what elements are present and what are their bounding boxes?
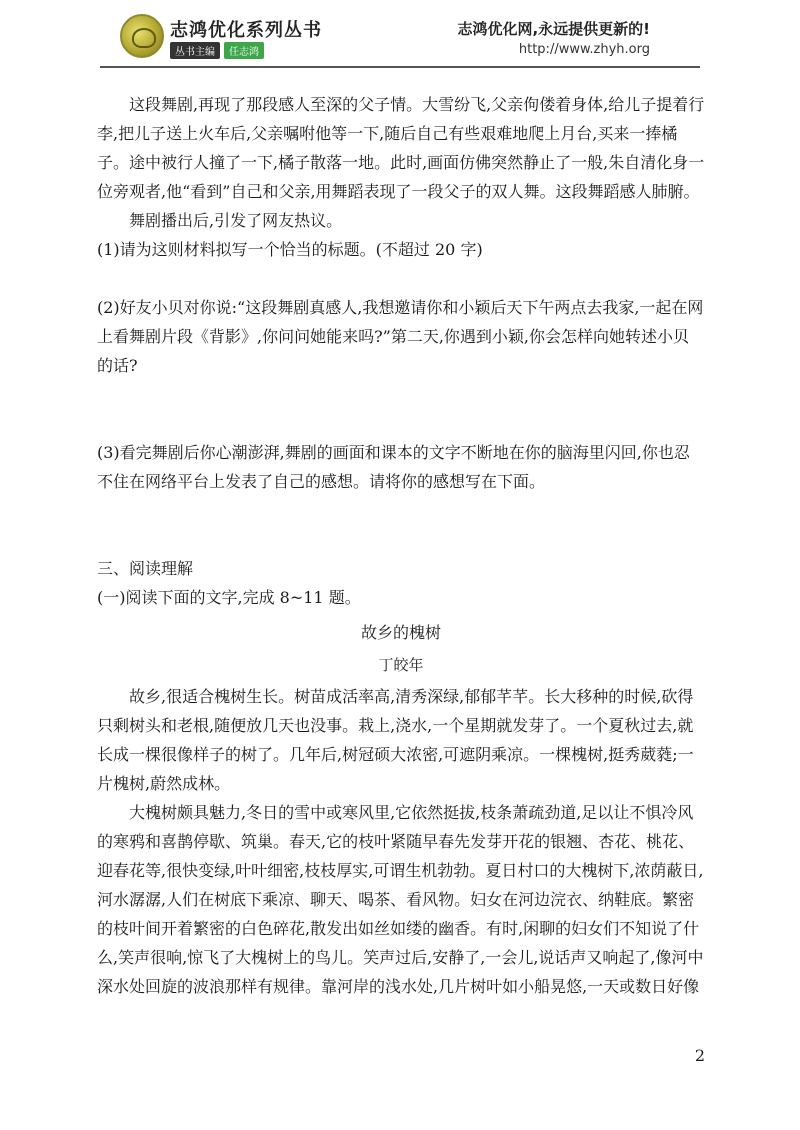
paragraph-netizen-discussion: 舞剧播出后,引发了网友热议。 [129,211,343,230]
editor-badges [170,42,264,59]
paragraph-dance-description: 这段舞剧,再现了那段感人至深的父子情。大雪纷飞,父亲佝偻着身体,给儿子提着行李,把儿子送上火车后,父亲嘱咐他等一下,随后自己有些艰难地爬上月台,买来一捧橘子。途中被行人撞了一下,橘子散落一地。此时,画面仿佛突然静止了一般,朱自清化身一位旁观者,他“看到”自己和父亲,用舞蹈表现了一段父子的双人舞。这段舞蹈感人肺腑。 [97,95,705,201]
answer-space-2 [97,380,705,438]
editor-badge: 丛书主编 [170,42,220,59]
question-1: (1)请为这则材料拟写一个恰当的标题。(不超过 20 字) [97,240,483,259]
page-content [97,90,705,1001]
question-2: (2)好友小贝对你说:“这段舞剧真感人,我想邀请你和小颖后天下午两点去我家,一起在网上看舞剧片段《背影》,你问问她能来吗?”第二天,你遇到小颖,你会怎样向她转述小贝的话? [97,298,704,375]
article-title: 故乡的槐树 [360,623,441,642]
logo-icon [120,14,164,58]
question-3: (3)看完舞剧后你心潮澎湃,舞剧的画面和课本的文字不断地在你的脑海里闪回,你也忍不住在网络平台上发表了自己的感想。请将你的感想写在下面。 [97,443,690,491]
header-divider [100,66,700,68]
page-header [0,0,800,72]
header-slogan: 志鸿优化网,永远提供更新的! [457,20,650,38]
answer-space-3 [97,496,705,554]
site-url[interactable]: http://www.zhyh.org [518,42,650,57]
series-title: 志鸿优化系列丛书 [170,20,322,41]
answer-space-1 [97,264,705,293]
article-author: 丁皎年 [378,656,424,674]
section-title: 三、阅读理解 [97,559,194,578]
page-number: 2 [694,1046,705,1065]
subsection-instruction: (一)阅读下面的文字,完成 8~11 题。 [97,588,361,607]
editor-name-badge: 任志鸿 [224,42,264,59]
article-paragraph-2: 大槐树颇具魅力,冬日的雪中或寒风里,它依然挺拔,枝条萧疏劲道,足以让不惧冷风的寒鸦和喜鹊停歇、筑巢。春天,它的枝叶紧随早春先发芽开花的银翘、杏花、桃花、迎春花等,很快变绿,叶叶细密,枝枝厚实,可谓生机勃勃。夏日村口的大槐树下,浓荫蔽日,河水潺潺,人们在树底下乘凉、聊天、喝茶、看风物。妇女在河边浣衣、纳鞋底。繁密的枝叶间开着繁密的白色碎花,散发出如丝如缕的幽香。有时,闲聊的妇女们不知说了什么,笑声很响,惊飞了大槐树上的鸟儿。笑声过后,安静了,一会儿,说话声又响起了,像河中深水处回旋的波浪那样有规律。靠河岸的浅水处,几片树叶如小船晃悠,一天或数日好像 [97,803,704,996]
article-paragraph-1: 故乡,很适合槐树生长。树苗成活率高,清秀深绿,郁郁芊芊。长大移种的时候,砍得只剩树头和老根,随便放几天也没事。栽上,浇水,一个星期就发芽了。一个夏秋过去,就长成一棵很像样子的树了。几年后,树冠硕大浓密,可遮阴乘凉。一棵槐树,挺秀葳蕤;一片槐树,蔚然成林。 [97,687,694,793]
